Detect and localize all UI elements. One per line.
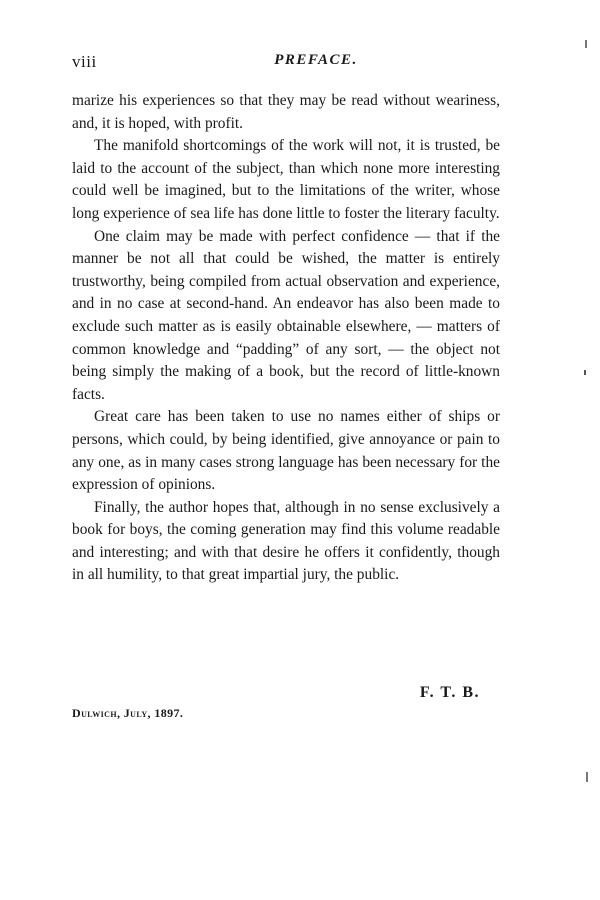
paragraph-names: Great care has been taken to use no names either of ships or persons, which could, by being identified, give annoyance or pain to any one, as in many cases strong language has been necessary for the expression of opinions.: [72, 408, 500, 494]
scan-mark: [584, 370, 586, 375]
paragraph-claim: One claim may be made with perfect confidence — that if the manner be not all that could be wished, the matter is entirely trustworthy, being compiled from actual observation and experience, and in no case at second-hand. An endeavor has also been made to exclude such matter as is easily obtainable elsewhere, — matters of common knowledge and “padding” of any sort, — the object not being simply the making of a book, but the record of little-known facts.: [72, 227, 500, 403]
author-signature: F. T. B.: [419, 684, 480, 701]
scan-mark: [586, 772, 588, 782]
page-number: viii: [72, 52, 97, 71]
running-head: PREFACE.: [274, 52, 358, 68]
dateline: Dulwich, July, 1897.: [72, 706, 184, 720]
paragraph-shortcomings: The manifold shortcomings of the work will not, it is trusted, be laid to the account of the subject, than which none more interesting could well be imagined, but to the limitations of the writer, whose long experience of sea life has done little to foster the literary faculty.: [72, 137, 500, 222]
page-header: [72, 52, 500, 76]
paragraph-finally: Finally, the author hopes that, although in no sense exclusively a book for boys, the coming generation may find this volume readable and interesting; and with that desire he offers it confidently, though in all humility, to that great impartial jury, the public.: [72, 498, 500, 584]
scan-mark: [585, 40, 587, 48]
paragraph-continuation: marize his experiences so that they may be read without weariness, and, it is hoped, with profit.: [72, 92, 500, 132]
preface-body: [72, 90, 500, 587]
